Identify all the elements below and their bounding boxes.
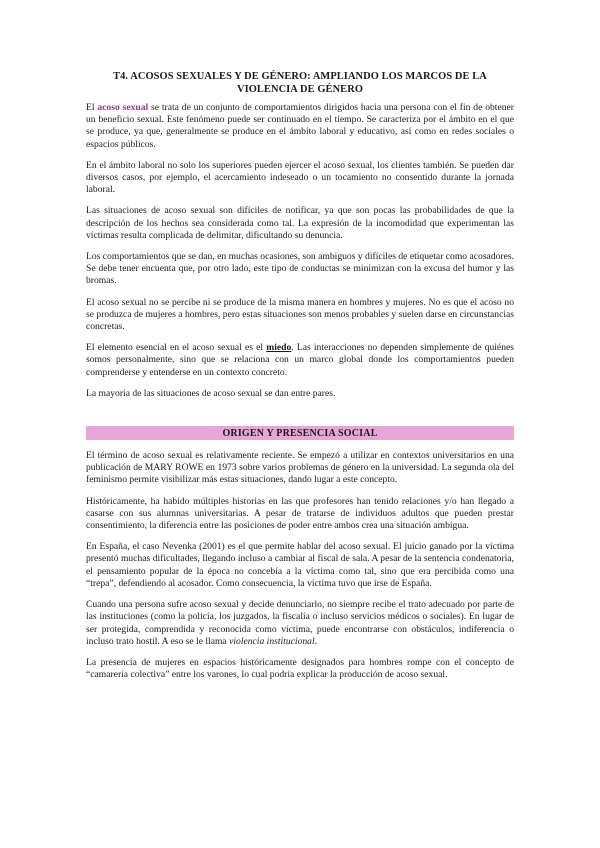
- paragraph-text: El elemento esencial en el acoso sexual es el: [86, 342, 267, 354]
- key-term: miedo: [266, 342, 292, 354]
- paragraph-text: . Las interacciones no dependen simplemente de quiénes somos personalmente, sino que se relaciona con un marco global donde los comportamientos pueden comprenderse y entenderse en un contexto concreto.: [86, 342, 514, 378]
- paragraph-text: Cuando una persona sufre acoso sexual y decide denunciarlo, no siempre recibe el trato adecuado por parte de las instituciones (como la policía, los juzgados, la fiscalía o incluso servicios médicos o sociales). En lugar de ser protegida, comprendida y reconocida como víctima, puede encontrarse con obstáculos, indiferencia o incluso trato hostil. A eso se le llama: [86, 599, 514, 647]
- document-body: [86, 70, 514, 690]
- paragraph: Las situaciones de acoso sexual son difíciles de notificar, ya que son pocas las probabilidades de que la descripción de los hechos sea considerada como tal. La expresión de la incomodidad que experimentan las víctimas resulta complicada de delimitar, dificultando su denuncia.: [86, 205, 514, 241]
- paragraph: En el ámbito laboral no solo los superiores pueden ejercer el acoso sexual, los clientes también. Se pueden dar diversos casos, por ejemplo, el acercamiento indeseado o un tocamiento no consentido durante la jornada laboral.: [86, 159, 514, 196]
- paragraph: [86, 342, 514, 379]
- section-heading-bar: [86, 426, 514, 440]
- italic-term: violencia institucional: [229, 635, 315, 647]
- paragraph: [86, 102, 514, 151]
- paragraph: El término de acoso sexual es relativamente reciente. Se empezó a utilizar en contextos universitarios en una publicación de MARY ROWE en 1973 sobre varios problemas de género en la universidad. La segunda ola del feminismo permite visibilizar más estas situaciones, dando lugar a este concepto.: [86, 450, 514, 486]
- paragraph: [86, 599, 514, 648]
- document-title: T4. ACOSOS SEXUALES Y DE GÉNERO: AMPLIANDO LOS MARCOS DE LA VIOLENCIA DE GÉNERO: [113, 71, 487, 95]
- paragraph: Históricamente, ha habido múltiples historias en las que profesores han tenido relaciones y/o han llegado a casarse con sus alumnas universitarias. A pesar de tratarse de individuos adultos que pueden prestar consentimiento, la diferencia entre las posiciones de poder entre ambos crea una situación ambigua.: [86, 495, 514, 532]
- paragraph: Los comportamientos que se dan, en muchas ocasiones, son ambiguos y difíciles de etiquetar como acosadores. Se debe tener encuenta que, por otro lado, este tipo de conductas se minimizan con la excusa del humor y las bromas.: [86, 251, 514, 287]
- paragraph: La presencia de mujeres en espacios históricamente designados para hombres rompe con el concepto de “camarería colectiva” entre los varones, lo cual podría explicar la producción de acoso sexual.: [86, 656, 514, 681]
- paragraph: El acoso sexual no se percibe ni se produce de la misma manera en hombres y mujeres. No es que el acoso no se produzca de mujeres a hombres, pero estas situaciones son menos probables y suelen darse en circunstancias concretas.: [86, 296, 514, 333]
- section-heading: ORIGEN Y PRESENCIA SOCIAL: [222, 427, 378, 439]
- paragraph-text: se trata de un conjunto de comportamientos dirigidos hacia una persona con el fin de obtener un beneficio sexual. Este fenómeno puede ser continuado en el tiempo. Se caracteriza por el ámbito en el que se produce, ya que, generalmente se produce en el ámbito laboral y educativo, así como en redes sociales o espacios públicos.: [86, 102, 514, 150]
- paragraph: En España, el caso Nevenka (2001) es el que permite hablar del acoso sexual. El juicio ganado por la víctima presentó muchas dificultades, llegando incluso a cambiar al fiscal de sala. A pesar de la sentencia condenatoria, el pensamiento popular de la época no concebía a la víctima como tal, sino que era percibida como una “trepa”, defendiendo al acosador. Como consecuencia, la víctima tuvo que irse de España.: [86, 541, 514, 589]
- highlighted-term: acoso sexual: [97, 102, 149, 113]
- paragraph: La mayoría de las situaciones de acoso sexual se dan entre pares.: [86, 387, 336, 399]
- paragraph-text: El: [86, 102, 98, 113]
- paragraph-text: .: [314, 635, 318, 647]
